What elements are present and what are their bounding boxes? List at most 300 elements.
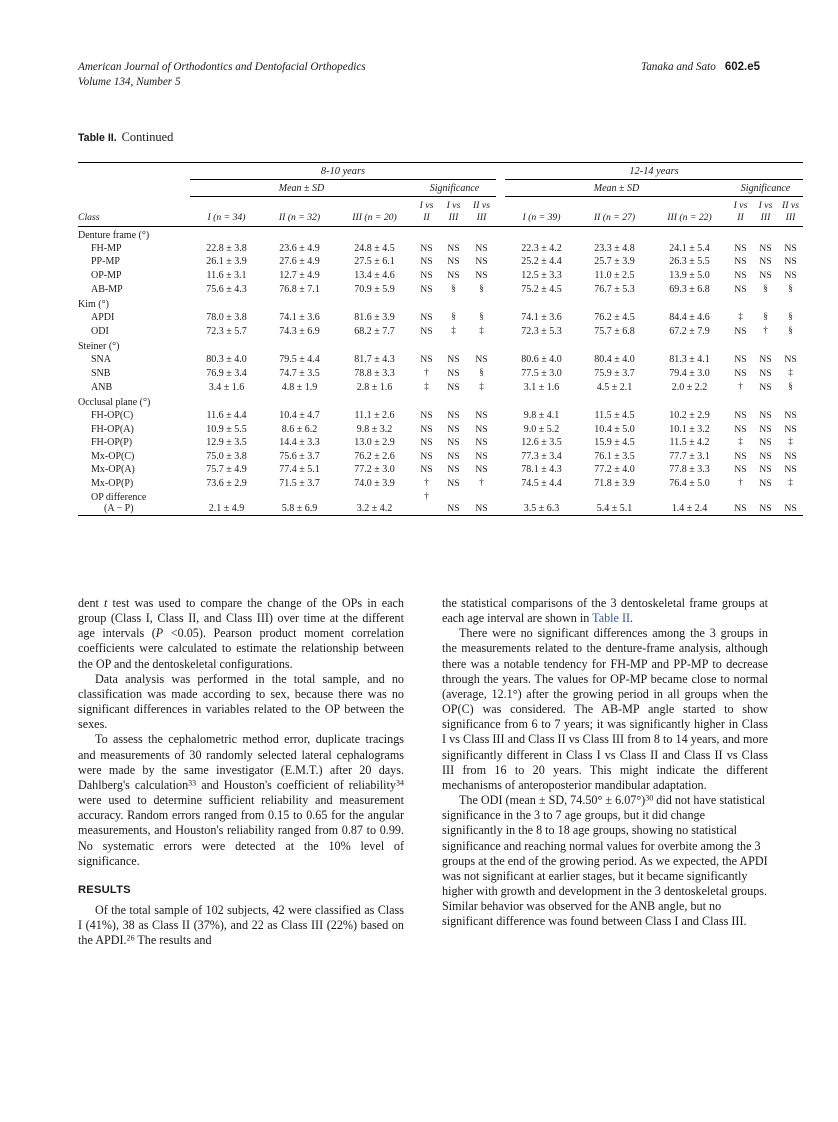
significance-left-2: ‡ <box>479 380 484 391</box>
mean-sd-right-1: 77.2 ± 4.0 <box>594 464 635 476</box>
significance-left-1: NS <box>447 450 460 462</box>
significance-right-0: † <box>738 380 743 391</box>
table-row <box>78 255 803 269</box>
significance-left-0: NS <box>420 450 433 462</box>
mean-sd-right-2: 2.0 ± 2.2 <box>671 381 708 393</box>
significance-right-1: NS <box>759 367 772 379</box>
significance-left-0: NS <box>420 354 433 366</box>
mean-sd-left-1: 74.3 ± 6.9 <box>279 325 320 337</box>
significance-right-2: NS <box>784 269 797 281</box>
n-header-left-ii: II (n = 32) <box>263 197 336 227</box>
measurement-label: FH-OP(C) <box>91 410 134 422</box>
significance-left-2: § <box>479 311 484 322</box>
paragraph-method-error: To assess the cephalometric method error, duplicate tracings and measurements of 30 randomly selected lateral cephalograms were made by the same investigator (E.M.T.) after 20 days. Dahlberg's calculation$^{33}$ and Houston's coefficient of reliability$^{34}$ were used to determine sufficient reliability and measurement accuracy. Random errors ranged from 0.15 to 0.65 for the angular measurements, and Houston's reliability ranged from 0.87 to 0.99. No systematic errors were detected at the 10% level of significance. <box>78 732 404 868</box>
mean-sd-right-0: 77.5 ± 3.0 <box>521 367 562 379</box>
mean-sd-right-1: 11.0 ± 2.5 <box>594 269 635 281</box>
header-age-group-row <box>78 163 803 180</box>
mean-sd-left-1: 23.6 ± 4.9 <box>279 242 320 254</box>
measurement-label: FH-OP(P) <box>91 437 133 449</box>
significance-right-0: ‡ <box>738 436 743 447</box>
mean-sd-left-0: 76.9 ± 3.4 <box>206 367 247 379</box>
mean-sd-right-0: 72.3 ± 5.3 <box>521 325 562 337</box>
journal-name: American Journal of Orthodontics and Dentofacial Orthopedics <box>78 61 366 73</box>
mean-sd-right-1: 10.4 ± 5.0 <box>594 423 635 435</box>
section-title: Denture frame (°) <box>78 229 150 241</box>
significance-left-1: NS <box>447 256 460 268</box>
body-text <box>78 596 768 948</box>
mean-sd-left-1: 10.4 ± 4.7 <box>279 410 320 422</box>
significance-left-2: NS <box>475 423 488 435</box>
column-gap <box>496 477 505 491</box>
significance-left-0: NS <box>420 242 433 254</box>
measurement-label: PP-MP <box>91 256 120 268</box>
measurement-label: Mx-OP(P) <box>91 478 134 490</box>
table-row <box>78 490 803 515</box>
significance-right-0: † <box>738 477 743 488</box>
mean-sd-left-1: 4.8 ± 1.9 <box>281 381 318 393</box>
mean-sd-left-1: 74.1 ± 3.6 <box>279 312 320 324</box>
column-gap <box>496 490 505 515</box>
mean-sd-right-2: 69.3 ± 6.8 <box>669 283 710 295</box>
class-header: Class <box>78 197 190 227</box>
mean-sd-right-0: 74.5 ± 4.4 <box>521 478 562 490</box>
table-row <box>78 477 803 491</box>
mean-sd-right-2: 24.1 ± 5.4 <box>669 242 710 254</box>
mean-sd-right-0: 77.3 ± 3.4 <box>521 450 562 462</box>
table-ii <box>78 162 799 516</box>
age-group-8-10: 8-10 years <box>190 163 496 180</box>
mean-sd-left-2: 24.8 ± 4.5 <box>354 242 395 254</box>
page-number: 602.e5 <box>724 61 760 73</box>
column-gap <box>496 463 505 477</box>
significance-right-2: NS <box>784 423 797 435</box>
significance-right-1: § <box>763 311 768 322</box>
mean-sd-left-2: 3.2 ± 4.2 <box>336 490 413 515</box>
mean-sd-left-1: 76.8 ± 7.1 <box>279 283 320 295</box>
mean-sd-left-2: 78.8 ± 3.3 <box>354 367 395 379</box>
mean-sd-right-0: 3.5 ± 6.3 <box>505 490 578 515</box>
mean-sd-right-2: 11.5 ± 4.2 <box>669 437 710 449</box>
header-columns-row <box>78 197 803 227</box>
mean-sd-left-1: 5.8 ± 6.9 <box>263 490 336 515</box>
mean-sd-left-1: 75.6 ± 3.7 <box>279 450 320 462</box>
column-gap <box>496 324 505 338</box>
sig-header-right-3: II vs III <box>778 197 803 227</box>
significance-right-0: NS <box>734 256 747 268</box>
mean-sd-right-1: 23.3 ± 4.8 <box>594 242 635 254</box>
paragraph-method-stats: dent t test was used to compare the change of the OPs in each group (Class I, Class II, and Class III) over time at the different age intervals (P <0.05). Pearson product moment correlation coefficients were calculated to estimate the relationship between the OP and the dentoskeletal configurations. <box>78 596 405 671</box>
mean-sd-right-1: 76.7 ± 5.3 <box>594 283 635 295</box>
significance-right-1: NS <box>759 410 772 422</box>
table-row <box>78 422 803 436</box>
significance-right-2: ‡ <box>788 366 793 377</box>
significance-right-1: † <box>763 324 768 335</box>
measurement-label: Mx-OP(C) <box>91 450 135 462</box>
significance-left-2: ‡ <box>479 324 484 335</box>
significance-right-0: NS <box>734 464 747 476</box>
mean-sd-right-0: 9.0 ± 5.2 <box>523 423 560 435</box>
mean-sd-left-2: 77.2 ± 3.0 <box>354 464 395 476</box>
significance-left-2: NS <box>475 242 488 254</box>
mean-sd-right-0: 74.1 ± 3.6 <box>521 312 562 324</box>
significance-left-2: NS <box>475 354 488 366</box>
mean-sd-right-2: 79.4 ± 3.0 <box>669 367 710 379</box>
significance-right-1: NS <box>759 464 772 476</box>
mean-sd-left-2: 2.8 ± 1.6 <box>356 381 393 393</box>
significance-right-1: NS <box>759 450 772 462</box>
mean-sd-left-2: 74.0 ± 3.9 <box>354 478 395 490</box>
significance-left-1: NS <box>447 478 460 490</box>
mean-sd-left-0: 10.9 ± 5.5 <box>206 423 247 435</box>
mean-sd-right-2: 76.4 ± 5.0 <box>669 478 710 490</box>
table-row <box>78 324 803 338</box>
column-gap <box>496 282 505 296</box>
mean-sd-left-0: 78.0 ± 3.8 <box>206 312 247 324</box>
mean-sd-left-2: 9.8 ± 3.2 <box>356 423 393 435</box>
table-body <box>78 226 803 515</box>
table-row <box>78 450 803 464</box>
mean-sd-right-0: 78.1 ± 4.3 <box>521 464 562 476</box>
mean-sd-left-2: 27.5 ± 6.1 <box>354 256 395 268</box>
table-row <box>78 380 803 394</box>
significance-left-0: NS <box>420 464 433 476</box>
column-gap <box>496 380 505 394</box>
mean-sd-right-2: 1.4 ± 2.4 <box>651 490 728 515</box>
n-header-right-i: I (n = 39) <box>505 197 578 227</box>
significance-left-1: NS <box>440 490 467 515</box>
mean-sd-left: Mean ± SD <box>190 180 413 197</box>
significance-left-1: ‡ <box>451 324 456 335</box>
mean-sd-right-0: 22.3 ± 4.2 <box>521 242 562 254</box>
significance-left-0: NS <box>420 437 433 449</box>
mean-sd-right-1: 11.5 ± 4.5 <box>594 410 635 422</box>
mean-sd-right-2: 10.1 ± 3.2 <box>669 423 710 435</box>
significance-left-0: NS <box>420 283 433 295</box>
mean-sd-left-0: 26.1 ± 3.9 <box>206 256 247 268</box>
significance-right-2: ‡ <box>788 436 793 447</box>
mean-sd-right-1: 80.4 ± 4.0 <box>594 354 635 366</box>
measurement-label: FH-MP <box>91 242 122 254</box>
mean-sd-left-0: 2.1 ± 4.9 <box>190 490 263 515</box>
significance-left-2: NS <box>467 490 496 515</box>
column-gap <box>496 436 505 450</box>
significance-right-1: NS <box>759 381 772 393</box>
running-head <box>78 60 760 90</box>
significance-left-1: NS <box>447 437 460 449</box>
mean-sd-left-0: 75.6 ± 4.3 <box>206 283 247 295</box>
citation-26: 26 <box>126 933 135 943</box>
table-section-header <box>78 338 803 353</box>
mean-sd-left-1: 12.7 ± 4.9 <box>279 269 320 281</box>
mean-sd-left-1: 77.4 ± 5.1 <box>279 464 320 476</box>
paragraph-odi-findings: The ODI (mean ± SD, 74.50° ± 6.07°)$^{30}$ did not have statistical significance in the 3 to 7 age groups, but it did change significantly in the 8 to 18 age groups, showing no statistical significance and reaching normal values for overbite among the 3 groups at the end of the growing period. As we expected, the APDI was not significant at earlier stages, but it became significantly higher with growth and development in the 3 dentoskeletal groups. Similar behavior was observed for the ANB angle, but no significant difference was found between Class I and Class III. <box>442 793 768 929</box>
paragraph-sample-breakdown: Of the total sample of 102 subjects, 42 were classified as Class I (41%), 38 as Class II (37%), and 22 as Class III (22%) based on the APDI.$^{26}$ The results and <box>78 902 404 948</box>
significance-right-1: NS <box>759 437 772 449</box>
measurement-label: APDI <box>91 312 115 324</box>
significance-left-1: NS <box>447 354 460 366</box>
mean-sd-right-1: 25.7 ± 3.9 <box>594 256 635 268</box>
mean-sd-left-0: 80.3 ± 4.0 <box>206 354 247 366</box>
mean-sd-left-0: 72.3 ± 5.7 <box>206 325 247 337</box>
significance-left-0: † <box>424 477 429 488</box>
mean-sd-left-2: 76.2 ± 2.6 <box>354 450 395 462</box>
significance-right-2: § <box>788 380 793 391</box>
significance-right-2: § <box>788 311 793 322</box>
mean-sd-left-0: 73.6 ± 2.9 <box>206 478 247 490</box>
mean-sd-right: Mean ± SD <box>505 180 728 197</box>
sig-header-left-3: II vs III <box>467 197 496 227</box>
significance-left-1: NS <box>447 242 460 254</box>
mean-sd-right-2: 84.4 ± 4.6 <box>669 312 710 324</box>
table-row <box>78 463 803 477</box>
significance-left-1: NS <box>447 410 460 422</box>
table-row <box>78 436 803 450</box>
significance-right-0: NS <box>734 367 747 379</box>
significance-right-0: NS <box>734 410 747 422</box>
table-ii-link[interactable]: Table II <box>592 611 631 626</box>
mean-sd-right-2: 77.7 ± 3.1 <box>669 450 710 462</box>
significance-left-2: NS <box>475 464 488 476</box>
significance-right-0: NS <box>734 269 747 281</box>
mean-sd-left-2: 68.2 ± 7.7 <box>354 325 395 337</box>
column-gap <box>496 269 505 283</box>
mean-sd-left-2: 81.6 ± 3.9 <box>354 312 395 324</box>
significance-left-2: NS <box>475 410 488 422</box>
table-row <box>78 282 803 296</box>
table-row <box>78 353 803 367</box>
mean-sd-right-1: 76.1 ± 3.5 <box>594 450 635 462</box>
author-names: Tanaka and Sato <box>641 61 716 73</box>
right-text-column <box>442 596 768 948</box>
mean-sd-right-1: 76.2 ± 4.5 <box>594 312 635 324</box>
sig-header-left-2: I vs III <box>440 197 467 227</box>
mean-sd-right-1: 71.8 ± 3.9 <box>594 478 635 490</box>
measurement-label: FH-OP(A) <box>91 423 134 435</box>
mean-sd-right-0: 3.1 ± 1.6 <box>523 381 560 393</box>
significance-right-0: NS <box>734 242 747 254</box>
significance-left-1: NS <box>447 464 460 476</box>
significance-left: Significance <box>413 180 496 197</box>
significance-left-1: NS <box>447 269 460 281</box>
significance-right-1: § <box>763 282 768 293</box>
paragraph-data-analysis: Data analysis was performed in the total sample, and no classification was made according to sex, because there was no significant differences in variables related to the OP between the sexes. <box>78 671 404 732</box>
mean-sd-right-2: 67.2 ± 7.9 <box>669 325 710 337</box>
column-gap <box>496 311 505 325</box>
mean-sd-right-2: 77.8 ± 3.3 <box>669 464 710 476</box>
n-header-left-i: I (n = 34) <box>190 197 263 227</box>
column-gap <box>496 353 505 367</box>
mean-sd-right-2: 26.3 ± 5.5 <box>669 256 710 268</box>
mean-sd-left-1: 79.5 ± 4.4 <box>279 354 320 366</box>
significance-right-2: NS <box>784 410 797 422</box>
mean-sd-right-0: 25.2 ± 4.4 <box>521 256 562 268</box>
mean-sd-right-1: 15.9 ± 4.5 <box>594 437 635 449</box>
significance-left-1: § <box>451 282 456 293</box>
significance-right-2: § <box>788 324 793 335</box>
mean-sd-right-2: 81.3 ± 4.1 <box>669 354 710 366</box>
left-text-column <box>78 596 404 948</box>
table-row <box>78 311 803 325</box>
significance-left-0: NS <box>420 269 433 281</box>
significance-right-1: NS <box>759 354 772 366</box>
significance-right-2: NS <box>778 490 803 515</box>
mean-sd-right-1: 75.9 ± 3.7 <box>594 367 635 379</box>
significance-left-2: NS <box>475 450 488 462</box>
significance-left-2: NS <box>475 256 488 268</box>
mean-sd-left-2: 11.1 ± 2.6 <box>354 410 395 422</box>
header-subgroup-row <box>78 180 803 197</box>
table-caption <box>78 130 173 145</box>
mean-sd-left-0: 3.4 ± 1.6 <box>208 381 245 393</box>
significance-left-2: NS <box>475 269 488 281</box>
paragraph-table-reference: the statistical comparisons of the 3 dentoskeletal frame groups at each age interval are shown in Table II. <box>442 596 768 626</box>
significance-right-2: NS <box>784 450 797 462</box>
column-gap <box>496 422 505 436</box>
measurement-label: AB-MP <box>91 283 123 295</box>
significance-right-0: ‡ <box>738 311 743 322</box>
table-section-header <box>78 296 803 311</box>
measurement-label-continued: (A − P) <box>104 502 134 514</box>
mean-sd-left-0: 11.6 ± 3.1 <box>206 269 247 281</box>
significance-right-1: NS <box>759 242 772 254</box>
mean-sd-right-2: 13.9 ± 5.0 <box>669 269 710 281</box>
mean-sd-left-1: 71.5 ± 3.7 <box>279 478 320 490</box>
n-header-left-iii: III (n = 20) <box>336 197 413 227</box>
table-section-header <box>78 226 803 241</box>
citation-34: 34 <box>395 778 404 788</box>
significance-right-1: NS <box>759 423 772 435</box>
significance-right-0: NS <box>734 423 747 435</box>
significance-right-2: NS <box>784 464 797 476</box>
table-continued-note: Continued <box>121 130 174 144</box>
significance-right: Significance <box>728 180 803 197</box>
mean-sd-right-0: 75.2 ± 4.5 <box>521 283 562 295</box>
significance-right-1: NS <box>759 256 772 268</box>
paragraph-denture-frame-findings: There were no significant differences among the 3 groups in the measurements related to the denture-frame analysis, although there was a notable tendency for FH-MP and PP-MP to decrease through the years. The values for OP-MP became close to normal (average, 12.1°) after the growing period in all groups when the OP(C) was considered. The AB-MP angle started to show significance from 6 to 7 years; it was significantly higher in Class I vs Class III and Class II vs Class III from 8 to 14 years, and more significantly different in Class I vs Class II and Class II vs Class III from 16 to 20 years. This might indicate the different mechanisms of anteroposterior mandibular adaptation. <box>442 626 768 792</box>
column-gap <box>496 241 505 255</box>
column-gap <box>496 409 505 423</box>
significance-right-2: NS <box>784 354 797 366</box>
mean-sd-left-0: 11.6 ± 4.4 <box>206 410 247 422</box>
measurement-label: Mx-OP(A) <box>91 464 135 476</box>
table-row <box>78 367 803 381</box>
measurement-label: SNB <box>91 367 111 379</box>
significance-left-1: § <box>451 311 456 322</box>
significance-left-0: † <box>413 490 440 515</box>
mean-sd-left-0: 75.7 ± 4.9 <box>206 464 247 476</box>
running-head-left <box>78 60 366 90</box>
column-gap <box>496 255 505 269</box>
mean-sd-left-2: 13.0 ± 2.9 <box>354 437 395 449</box>
significance-right-2: ‡ <box>788 477 793 488</box>
sig-header-left-1: I vs II <box>413 197 440 227</box>
age-group-12-14: 12-14 years <box>505 163 803 180</box>
significance-left-1: NS <box>447 367 460 379</box>
significance-left-1: NS <box>447 423 460 435</box>
section-title: Kim (°) <box>78 299 109 311</box>
significance-left-0: † <box>424 366 429 377</box>
significance-right-2: § <box>788 282 793 293</box>
significance-left-0: NS <box>420 312 433 324</box>
significance-left-2: † <box>479 477 484 488</box>
significance-left-0: NS <box>420 325 433 337</box>
mean-sd-left-0: 75.0 ± 3.8 <box>206 450 247 462</box>
mean-sd-right-0: 9.8 ± 4.1 <box>523 410 560 422</box>
significance-left-0: NS <box>420 410 433 422</box>
significance-left-2: § <box>479 366 484 377</box>
measurement-label: OP-MP <box>91 269 122 281</box>
significance-left-1: NS <box>447 381 460 393</box>
significance-right-0: NS <box>734 283 747 295</box>
mean-sd-right-0: 80.6 ± 4.0 <box>521 354 562 366</box>
significance-right-1: NS <box>759 269 772 281</box>
section-title: Occlusal plane (°) <box>78 397 151 409</box>
mean-sd-right-2: 10.2 ± 2.9 <box>669 410 710 422</box>
significance-left-0: NS <box>420 423 433 435</box>
mean-sd-left-2: 13.4 ± 4.6 <box>354 269 395 281</box>
significance-right-0: NS <box>734 450 747 462</box>
mean-sd-left-1: 8.6 ± 6.2 <box>281 423 318 435</box>
mean-sd-left-1: 14.4 ± 3.3 <box>279 437 320 449</box>
results-heading: RESULTS <box>78 883 131 896</box>
significance-left-0: ‡ <box>424 380 429 391</box>
significance-right-1: NS <box>753 490 778 515</box>
significance-right-0: NS <box>734 325 747 337</box>
mean-sd-left-0: 22.8 ± 3.8 <box>206 242 247 254</box>
measurement-label: ANB <box>91 381 113 393</box>
mean-sd-left-0: 12.9 ± 3.5 <box>206 437 247 449</box>
measurement-label: ODI <box>91 325 109 337</box>
n-header-right-iii: III (n = 22) <box>651 197 728 227</box>
table-label: Table II. <box>78 132 117 144</box>
mean-sd-left-2: 70.9 ± 5.9 <box>354 283 395 295</box>
volume-issue: Volume 134, Number 5 <box>78 76 181 88</box>
significance-right-1: NS <box>759 478 772 490</box>
significance-right-2: NS <box>784 256 797 268</box>
column-gap <box>496 450 505 464</box>
measurement-label: OP difference (A − P) <box>78 490 190 515</box>
significance-right-2: NS <box>784 242 797 254</box>
running-head-right <box>641 60 760 75</box>
mean-sd-right-0: 12.5 ± 3.3 <box>521 269 562 281</box>
column-gap <box>496 367 505 381</box>
table-section-header <box>78 394 803 409</box>
n-header-right-ii: II (n = 27) <box>578 197 651 227</box>
mean-sd-right-1: 75.7 ± 6.8 <box>594 325 635 337</box>
measurement-label: SNA <box>91 354 112 366</box>
section-title: Steiner (°) <box>78 341 120 353</box>
sig-header-right-2: I vs III <box>753 197 778 227</box>
significance-right-0: NS <box>728 490 753 515</box>
citation-33: 33 <box>188 778 197 788</box>
significance-left-0: NS <box>420 256 433 268</box>
mean-sd-right-1: 5.4 ± 5.1 <box>578 490 651 515</box>
significance-left-2: § <box>479 282 484 293</box>
mean-sd-right-1: 4.5 ± 2.1 <box>596 381 633 393</box>
sig-header-right-1: I vs II <box>728 197 753 227</box>
significance-left-2: NS <box>475 437 488 449</box>
mean-sd-left-1: 27.6 ± 4.9 <box>279 256 320 268</box>
table-row <box>78 409 803 423</box>
mean-sd-right-0: 12.6 ± 3.5 <box>521 437 562 449</box>
data-table <box>78 162 803 516</box>
significance-right-0: NS <box>734 354 747 366</box>
citation-30: 30 <box>645 793 654 803</box>
mean-sd-left-1: 74.7 ± 3.5 <box>279 367 320 379</box>
table-row <box>78 241 803 255</box>
table-row <box>78 269 803 283</box>
mean-sd-left-2: 81.7 ± 4.3 <box>354 354 395 366</box>
